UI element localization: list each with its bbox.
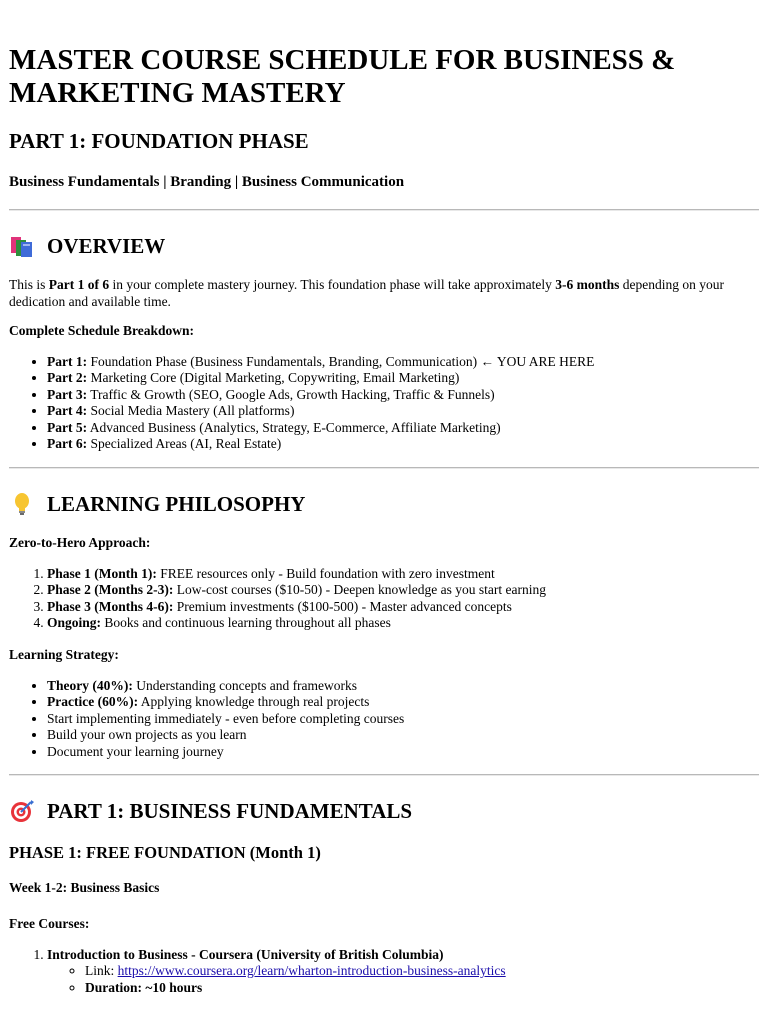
course-title: Introduction to Business - Coursera (University of British Columbia): [47, 947, 444, 962]
item-label: Phase 1 (Month 1):: [47, 566, 157, 581]
item-text: Foundation Phase (Business Fundamentals, Branding, Communication) ← YOU ARE HERE: [87, 354, 595, 369]
item-text: Advanced Business (Analytics, Strategy, E-Commerce, Affiliate Marketing): [87, 419, 501, 435]
item-text: Premium investments ($100-500) - Master advanced concepts: [173, 598, 512, 614]
item-text: Traffic & Growth (SEO, Google Ads, Growth Hacking, Traffic & Funnels): [87, 386, 495, 402]
fundamentals-heading: [9, 798, 412, 824]
list-item: [47, 354, 594, 370]
link-label: Link:: [85, 963, 115, 979]
item-text: Applying knowledge through real projects: [138, 694, 370, 710]
list-item: [47, 599, 546, 615]
list-item: [47, 566, 546, 582]
document-title: MASTER COURSE SCHEDULE FOR BUSINESS & MARKETING MASTERY: [9, 44, 676, 109]
week-heading: [9, 880, 159, 896]
list-item: [47, 694, 404, 710]
list-item: [47, 678, 404, 694]
books-icon: [9, 233, 35, 259]
item-text: Specialized Areas (AI, Real Estate): [87, 436, 282, 452]
philosophy-heading: [9, 491, 305, 517]
list-item: [47, 582, 546, 598]
item-label: Phase 2 (Months 2-3):: [47, 582, 174, 598]
item-label: Part 2:: [47, 370, 88, 386]
free-courses-label: Free Courses:: [9, 916, 90, 931]
target-icon: [9, 798, 35, 824]
intro-text-3: depending on your dedication and available time.: [9, 277, 725, 309]
divider: [9, 467, 759, 469]
item-label: Phase 3 (Months 4-6):: [47, 598, 174, 614]
overview-heading-text: OVERVIEW: [47, 233, 166, 258]
fundamentals-heading-text: PART 1: BUSINESS FUNDAMENTALS: [47, 798, 413, 823]
week-title: Business Basics: [67, 880, 160, 895]
subtitle: Business Fundamentals | Branding | Business Communication: [9, 174, 405, 190]
list-item: [47, 370, 594, 386]
item-text: Build your own projects as you learn: [47, 727, 247, 743]
list-item: [47, 387, 594, 403]
item-text: Start implementing immediately - even before completing courses: [47, 710, 405, 726]
list-item: [47, 711, 404, 727]
course-item: [47, 947, 506, 996]
approach-list: [9, 566, 546, 632]
item-label: Practice (60%):: [47, 694, 139, 710]
approach-label: Zero-to-Hero Approach:: [9, 535, 151, 550]
item-text: Marketing Core (Digital Marketing, Copywriting, Email Marketing): [87, 370, 460, 386]
divider: [9, 774, 759, 776]
list-item: [47, 615, 546, 631]
item-label: Part 6:: [47, 436, 88, 452]
item-label: Ongoing:: [47, 615, 102, 631]
item-label: Part 3:: [47, 386, 88, 402]
item-text: Books and continuous learning throughout all phases: [101, 615, 391, 631]
item-text: Social Media Mastery (All platforms): [87, 403, 295, 419]
divider: [9, 209, 759, 211]
item-label: Part 5:: [47, 419, 88, 435]
intro-bold-1: Part 1 of 6: [48, 277, 110, 292]
overview-intro: [9, 276, 749, 310]
intro-text-1: This is: [9, 277, 49, 292]
list-item: [47, 744, 404, 760]
list-item: [47, 436, 594, 452]
courses-list: [9, 947, 506, 996]
item-text: FREE resources only - Build foundation with zero investment: [156, 566, 495, 581]
week-label: Week 1-2:: [9, 880, 68, 895]
part-heading: PART 1: FOUNDATION PHASE: [9, 129, 309, 153]
strategy-list: [9, 678, 404, 760]
schedule-label: Complete Schedule Breakdown:: [9, 323, 195, 338]
course-link-row: [85, 963, 506, 979]
item-label: Theory (40%):: [47, 678, 133, 693]
item-label: Part 1:: [47, 354, 88, 369]
phase-heading: PHASE 1: FREE FOUNDATION (Month 1): [9, 843, 321, 862]
schedule-list: [9, 354, 594, 452]
course-duration-row: [85, 980, 506, 996]
list-item: [47, 420, 594, 436]
overview-heading: [9, 233, 165, 259]
philosophy-heading-text: LEARNING PHILOSOPHY: [47, 491, 306, 516]
intro-bold-2: 3-6 months: [555, 277, 620, 292]
intro-text-2: in your complete mastery journey. This foundation phase will take approximately: [109, 277, 556, 292]
duration-value: ~10 hours: [142, 979, 203, 995]
duration-label: Duration:: [85, 979, 142, 995]
list-item: [47, 727, 404, 743]
course-details: [47, 963, 506, 996]
strategy-label: Learning Strategy:: [9, 647, 119, 662]
course-link[interactable]: https://www.coursera.org/learn/wharton-introduction-business-analytics: [117, 963, 506, 979]
item-text: Understanding concepts and frameworks: [132, 678, 358, 693]
list-item: [47, 403, 594, 419]
item-label: Part 4:: [47, 403, 88, 419]
lightbulb-icon: [9, 491, 35, 517]
item-text: Low-cost courses ($10-50) - Deepen knowledge as you start earning: [173, 582, 547, 598]
item-text: Document your learning journey: [47, 743, 224, 759]
